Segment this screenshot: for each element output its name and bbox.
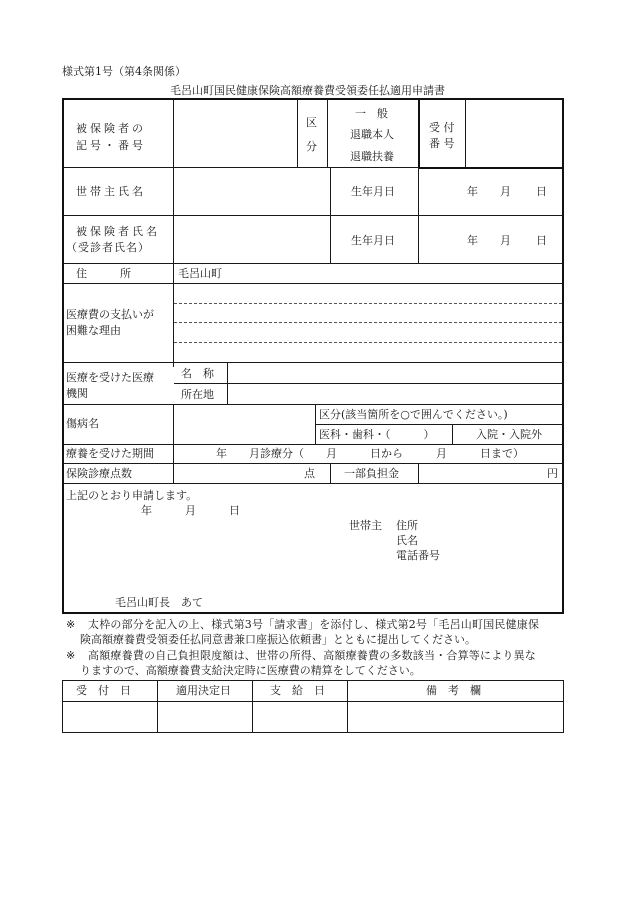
institution-label-1: 医療を受けた医療 bbox=[66, 371, 154, 384]
applicant-householder-label: 世帯主 bbox=[349, 519, 382, 532]
insured-number-field[interactable] bbox=[174, 100, 296, 167]
office-receipt-date-cell[interactable] bbox=[63, 702, 156, 731]
patient-birth-month: 月 bbox=[500, 234, 511, 247]
note-1-mark: ※ bbox=[66, 618, 76, 631]
address-value[interactable]: 毛呂山町 bbox=[178, 267, 222, 280]
note-2-mark: ※ bbox=[66, 649, 76, 662]
patient-birth-label: 生年月日 bbox=[351, 234, 395, 247]
reason-field[interactable] bbox=[174, 284, 562, 361]
period-text[interactable]: 年 月診療分（ 月 日から 月 日まで） bbox=[216, 447, 524, 460]
office-table-top bbox=[62, 680, 564, 681]
office-header-decision-date: 適用決定日 bbox=[176, 684, 231, 697]
note-1-line-1: 太枠の部分を記入の上、様式第3号「請求書」を添付し、様式第2号「毛呂山町国民健康保 bbox=[88, 618, 540, 631]
patient-label-1: 被保険者氏名 bbox=[76, 225, 160, 238]
office-header-payment-date: 支 給 日 bbox=[270, 684, 325, 697]
period-label: 療養を受けた期間 bbox=[66, 447, 154, 460]
applicant-address-label: 住所 bbox=[396, 519, 418, 532]
disease-label: 傷病名 bbox=[66, 417, 99, 430]
patient-label-2: （受診者氏名） bbox=[66, 241, 150, 254]
frame-left bbox=[62, 98, 64, 614]
points-label: 保険診療点数 bbox=[66, 467, 132, 480]
disease-field[interactable] bbox=[174, 405, 314, 443]
institution-name-field[interactable] bbox=[228, 363, 562, 383]
points-unit: 点 bbox=[304, 467, 315, 480]
note-2-line-2: りますので、高額療養費支給決定時に医療費の精算をしてください。 bbox=[80, 664, 421, 677]
frame-bottom bbox=[62, 612, 564, 614]
address-label: 住 所 bbox=[76, 267, 131, 280]
disease-category-type[interactable]: 入院・入院外 bbox=[476, 428, 542, 441]
insured-label-2: 記号・番号 bbox=[76, 139, 146, 152]
householder-birth-month: 月 bbox=[500, 185, 511, 198]
note-2-line-1: 高額療養費の自己負担限度額は、世帯の所得、高額療養費の多数該当・合算等により異な bbox=[88, 649, 536, 662]
office-decision-date-cell[interactable] bbox=[158, 702, 251, 731]
office-header-receipt-date: 受 付 日 bbox=[76, 684, 131, 697]
institution-location-label: 所在地 bbox=[181, 388, 214, 401]
applicant-name-label: 氏名 bbox=[396, 534, 418, 547]
reason-label-2: 困難な理由 bbox=[66, 324, 121, 337]
frame-top bbox=[62, 98, 564, 100]
kubun-option-retired-dependent[interactable]: 退職扶養 bbox=[350, 150, 394, 163]
kubun-label-2: 分 bbox=[306, 140, 317, 153]
applicant-phone-label: 電話番号 bbox=[396, 549, 440, 562]
householder-birth-label: 生年月日 bbox=[351, 185, 395, 198]
patient-birth-year: 年 bbox=[467, 234, 478, 247]
householder-name-field[interactable] bbox=[174, 169, 329, 214]
addressee: 毛呂山町長 あて bbox=[115, 596, 203, 609]
office-header-remarks: 備 考 欄 bbox=[426, 684, 481, 697]
kubun-option-retired-self[interactable]: 退職本人 bbox=[350, 128, 394, 141]
householder-birth-year: 年 bbox=[467, 185, 478, 198]
copay-label: 一部負担金 bbox=[344, 467, 399, 480]
receipt-label-2: 番 号 bbox=[429, 137, 455, 150]
patient-name-field[interactable] bbox=[174, 216, 329, 262]
disease-category-note: 区分(該当箇所を○で囲んでください。) bbox=[319, 408, 508, 421]
office-payment-date-cell[interactable] bbox=[253, 702, 346, 731]
note-1-line-2: 険高額療養費受領委任払同意書兼口座振込依頼書」とともに提出してください。 bbox=[80, 633, 476, 646]
office-remarks-cell[interactable] bbox=[348, 702, 562, 731]
kubun-option-general[interactable]: 一 般 bbox=[355, 107, 388, 120]
reason-label-1: 医療費の支払いが bbox=[66, 308, 154, 321]
copay-field[interactable] bbox=[419, 464, 562, 483]
office-table-bottom bbox=[62, 732, 564, 733]
institution-name-label: 名 称 bbox=[181, 367, 214, 380]
insured-label-1: 被保険者の bbox=[76, 122, 146, 135]
form-number: 様式第1号（第4条関係） bbox=[62, 65, 186, 78]
application-statement: 上記のとおり申請します。 bbox=[66, 489, 198, 502]
householder-birth-day: 日 bbox=[536, 185, 547, 198]
receipt-label-1: 受 付 bbox=[429, 121, 455, 134]
disease-category-dept[interactable]: 医科・歯科・（ ） bbox=[319, 428, 435, 441]
application-date[interactable]: 年 月 日 bbox=[141, 504, 240, 517]
patient-birth-day: 日 bbox=[536, 234, 547, 247]
frame-right bbox=[562, 98, 564, 614]
institution-location-field[interactable] bbox=[228, 384, 562, 404]
yen-unit: 円 bbox=[547, 467, 558, 480]
kubun-label-1: 区 bbox=[306, 116, 317, 129]
institution-label-2: 機関 bbox=[66, 387, 88, 400]
form-title: 毛呂山町国民健康保険高額療養費受領委任払適用申請書 bbox=[170, 84, 445, 97]
householder-label: 世帯主氏名 bbox=[76, 185, 146, 198]
